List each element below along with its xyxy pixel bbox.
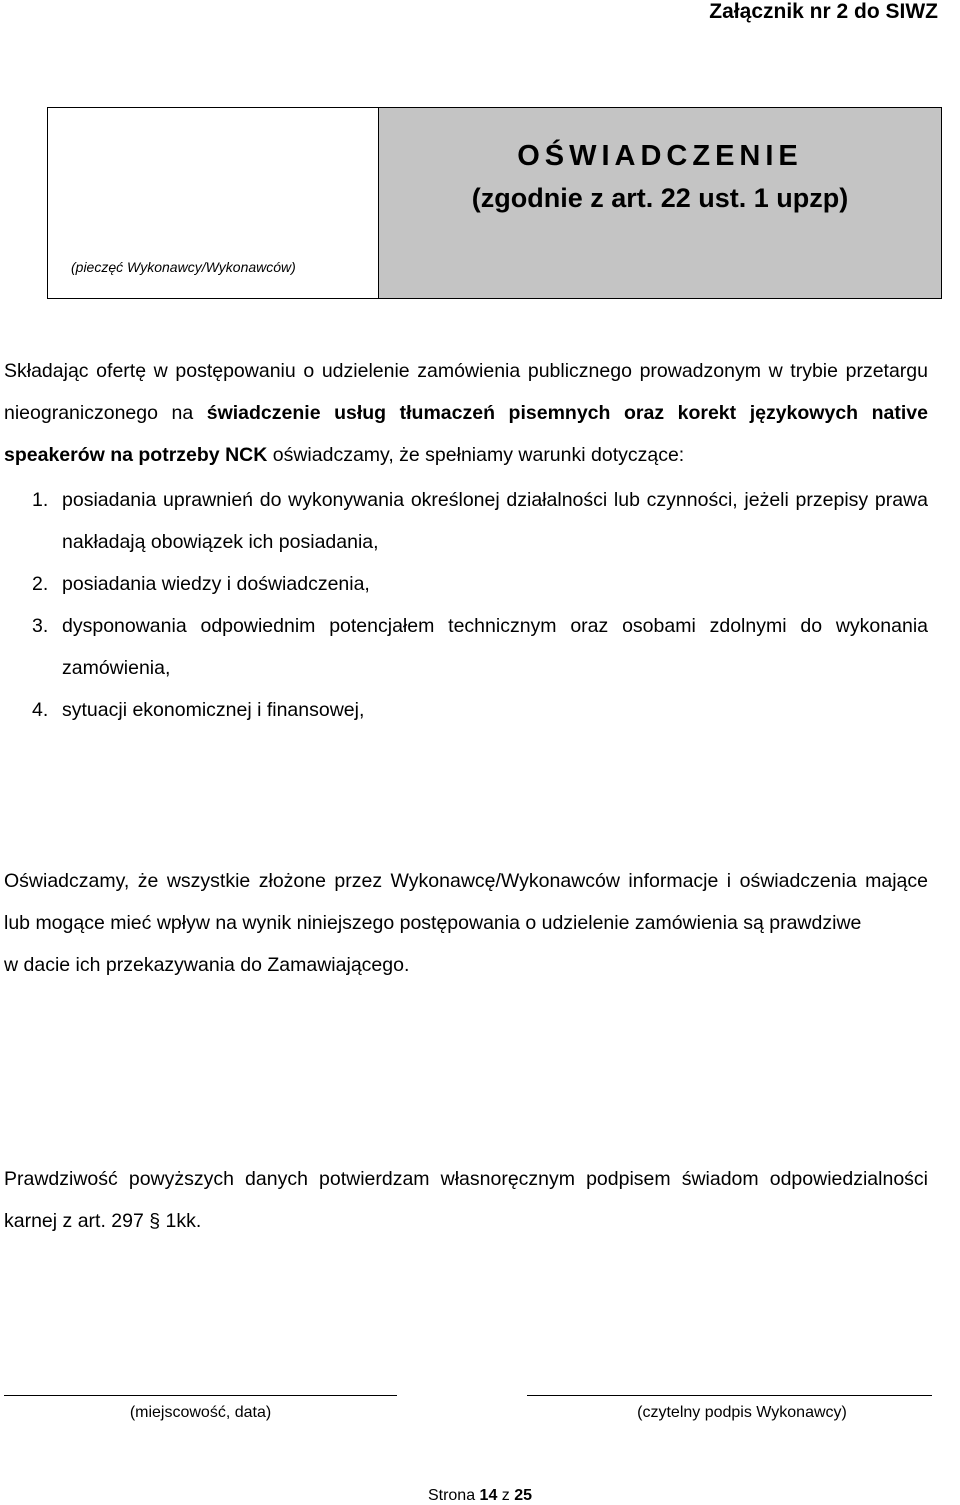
page-current: 14 <box>479 1487 498 1504</box>
list-item <box>4 605 928 689</box>
list-item-number: 2. <box>32 573 49 595</box>
list-item <box>4 689 928 731</box>
intro-paragraph <box>4 350 928 476</box>
place-date-line <box>4 1395 397 1396</box>
page-word: Strona <box>427 1487 476 1504</box>
stamp-label: (pieczęć Wykonawcy/Wykonawców) <box>71 259 296 275</box>
document-title: OŚWIADCZENIE <box>517 140 803 172</box>
list-item-text: posiadania wiedzy i doświadczenia, <box>62 573 370 595</box>
list-item-number: 3. <box>32 615 49 637</box>
list-item-text: sytuacji ekonomicznej i finansowej, <box>62 699 365 721</box>
intro-lead: Składając ofertę w postępowaniu o udzielenie zamówienia publicznego prowadzonym w trybie przetargu nieograniczonego na <box>4 360 928 424</box>
list-item-number: 4. <box>32 699 49 721</box>
page-total: 25 <box>514 1487 533 1504</box>
list-item-text: posiadania uprawnień do wykonywania określonej działalności lub czynności, jeżeli przepisy prawa nakładają obowiązek ich posiadania, <box>62 489 928 553</box>
list-item <box>4 479 928 563</box>
document-subtitle: (zgodnie z art. 22 ust. 1 upzp) <box>471 183 849 213</box>
list-item-text: dysponowania odpowiednim potencjałem technicznym oraz osobami zdolnymi do wykonania zamówienia, <box>62 615 928 679</box>
conditions-list <box>4 479 928 731</box>
list-item <box>4 563 928 605</box>
page-number <box>0 1487 960 1505</box>
truth-statement: Prawdziwość powyższych danych potwierdzam własnoręcznym podpisem świadom odpowiedzialności karnej z art. 297 § 1kk. <box>4 1168 928 1232</box>
declaration-last-line: w dacie ich przekazywania do Zamawiającego. <box>4 954 410 976</box>
list-item-number: 1. <box>32 489 49 511</box>
page-of: z <box>501 1487 510 1504</box>
declaration-main: Oświadczamy, że wszystkie złożone przez Wykonawcę/Wykonawców informacje i oświadczenia mające lub mogące mieć wpływ na wynik niniejszego postępowania o udzielenie zamówienia są prawdziwe <box>4 870 928 934</box>
annex-label: Załącznik nr 2 do SIWZ <box>709 0 938 23</box>
declaration-paragraph <box>4 860 928 986</box>
signature-line <box>527 1395 932 1396</box>
place-date-caption: (miejscowość, data) <box>129 1404 272 1421</box>
contract-subject: świadczenie usług tłumaczeń pisemnych oraz korekt językowych native speakerów na potrzeby NCK <box>4 402 928 466</box>
signature-caption: (czytelny podpis Wykonawcy) <box>637 1404 847 1421</box>
intro-tail: oświadczamy, że spełniamy warunki dotyczące: <box>267 444 685 466</box>
